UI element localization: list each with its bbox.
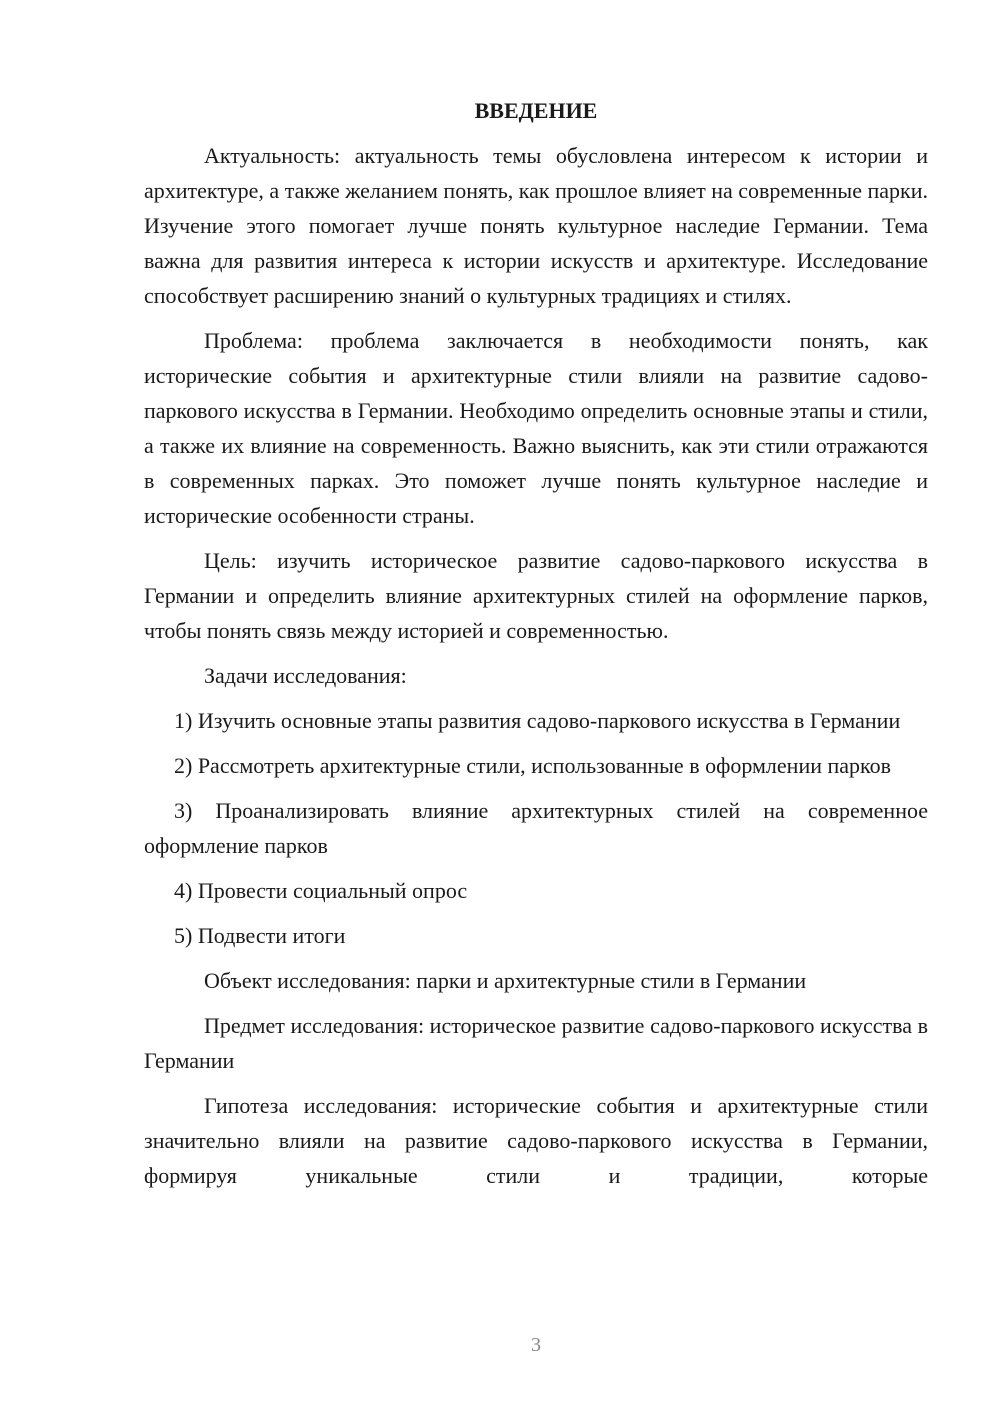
paragraph-problem: Проблема: проблема заключается в необходимости понять, как исторические события и архитектурные стили влияли на развитие садово-паркового искусства в Германии. Необходимо определить основные этапы и стили, а также их влияние на современность. Важно выяснить, как эти стили отражаются в современных парках. Это поможет лучше понять культурное наследие и исторические особенности страны. xyxy=(144,328,928,528)
paragraph-goal: Цель: изучить историческое развитие садово-паркового искусства в Германии и определить влияние архитектурных стилей на оформление парков, чтобы понять связь между историей и современностью. xyxy=(144,548,928,643)
task-item-3: 3) Проанализировать влияние архитектурных стилей на современное оформление парков xyxy=(144,798,928,858)
task-item-2: 2) Рассмотреть архитектурные стили, использованные в оформлении парков xyxy=(174,753,891,778)
task-item-1: 1) Изучить основные этапы развития садово-паркового искусства в Германии xyxy=(174,708,901,733)
task-item-4: 4) Провести социальный опрос xyxy=(174,878,468,903)
task-item-5: 5) Подвести итоги xyxy=(174,923,346,948)
page-number: 3 xyxy=(531,1334,541,1356)
paragraph-hypothesis: Гипотеза исследования: исторические события и архитектурные стили значительно влияли на развитие садово-паркового искусства в Германии, формируя уникальные стили и традиции, которые xyxy=(144,1093,928,1188)
paragraph-relevance: Актуальность: актуальность темы обусловлена интересом к истории и архитектуре, а также желанием понять, как прошлое влияет на современные парки. Изучение этого помогает лучше понять культурное наследие Германии. Тема важна для развития интереса к истории искусств и архитектуре. Исследование способствует расширению знаний о культурных традициях и стилях. xyxy=(144,143,928,308)
tasks-heading: Задачи исследования: xyxy=(204,663,407,688)
paragraph-subject: Предмет исследования: историческое развитие садово-паркового искусства в Германии xyxy=(144,1013,928,1073)
document-body xyxy=(144,96,928,1203)
page-title: ВВЕДЕНИЕ xyxy=(474,98,598,123)
paragraph-object: Объект исследования: парки и архитектурные стили в Германии xyxy=(204,968,807,993)
